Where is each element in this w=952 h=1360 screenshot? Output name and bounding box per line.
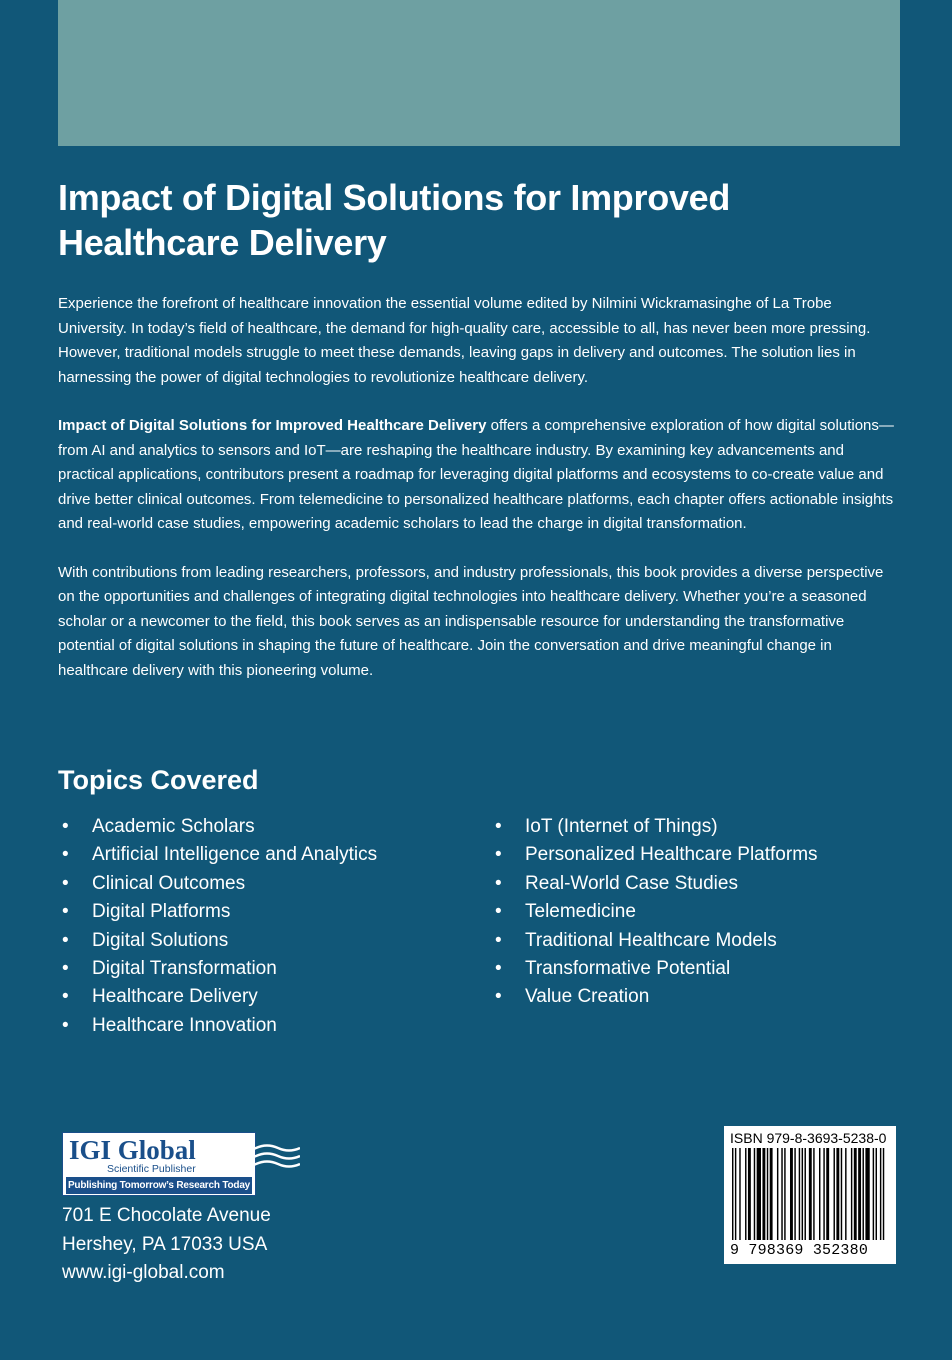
top-color-band bbox=[58, 0, 900, 146]
barcode-bar bbox=[813, 1148, 814, 1240]
barcode-bars bbox=[730, 1148, 890, 1240]
barcode-bar bbox=[873, 1148, 874, 1240]
description-paragraph-2-text: offers a comprehensive exploration of how digital solutions—from AI and analytics to sensors and IoT—are reshaping the healthcare industry. By examining key advancements and practical applications, contributors present a roadmap for leveraging digital platforms and ecosystems to co-create value and drive better clinical outcomes. From telemedicine to personalized healthcare platforms, each chapter offers actionable insights and real-world case studies, empowering academic scholars to lead the charge in digital transformation. bbox=[58, 417, 894, 532]
book-title bbox=[58, 175, 900, 265]
description-paragraph-2 bbox=[58, 414, 894, 537]
topic-item bbox=[58, 983, 377, 1011]
topic-label: Digital Transformation bbox=[92, 958, 277, 980]
publisher-website: www.igi-global.com bbox=[62, 1262, 225, 1283]
topic-label: Telemedicine bbox=[525, 901, 636, 923]
bullet-icon: • bbox=[495, 929, 502, 951]
barcode-bar bbox=[781, 1148, 782, 1240]
topic-label: Value Creation bbox=[525, 986, 650, 1008]
bullet-icon: • bbox=[62, 816, 69, 837]
barcode-bar bbox=[863, 1148, 864, 1240]
description-paragraph-3: With contributions from leading researchers, professors, and industry professionals, this book provides a diverse perspective on the opportunities and challenges of integrating digital technologies into healthcare delivery. Whether you’re a seasoned scholar or a newcomer to the field, this book serves as an indispensable resource for understanding the transformative potential of digital solutions in shaping the future of healthcare. Join the conversation and drive meaningful change in healthcare delivery with this pioneering volume. bbox=[58, 563, 884, 679]
bullet-icon: • bbox=[62, 872, 69, 894]
topic-item bbox=[491, 841, 818, 869]
topic-item bbox=[491, 898, 818, 926]
barcode-bar bbox=[767, 1148, 768, 1240]
barcode-bar bbox=[845, 1148, 846, 1240]
topic-label: Healthcare Delivery bbox=[92, 986, 258, 1008]
barcode-bar bbox=[754, 1148, 755, 1240]
address-city: Hershey, PA 17033 USA bbox=[62, 1233, 268, 1255]
topic-label: Artificial Intelligence and Analytics bbox=[92, 844, 378, 866]
topic-label: Real-World Case Studies bbox=[525, 872, 738, 894]
barcode-bar bbox=[805, 1148, 806, 1240]
description-paragraph-1: Experience the forefront of healthcare innovation the essential volume edited by Nilmini Wickramasinghe of La Trobe University. In today’s field of healthcare, the demand for high-quality care, accessible to all, has never been more pressing. However, traditional models struggle to meet these demands, leaving gaps in delivery and outcomes. The solution lies in harnessing the power of digital technologies to revolutionize healthcare delivery. bbox=[58, 295, 871, 386]
barcode-bar bbox=[834, 1148, 835, 1240]
barcode-bar bbox=[851, 1148, 852, 1240]
bullet-icon: • bbox=[495, 958, 502, 980]
logo-waves-icon bbox=[212, 1142, 300, 1172]
barcode-bar bbox=[770, 1148, 773, 1240]
bullet-icon: • bbox=[62, 958, 69, 980]
barcode-bar bbox=[799, 1148, 800, 1240]
topic-label: Traditional Healthcare Models bbox=[525, 929, 777, 951]
topic-item bbox=[58, 927, 377, 955]
topic-item bbox=[58, 813, 377, 841]
barcode-bar bbox=[748, 1148, 751, 1240]
bullet-icon: • bbox=[495, 901, 502, 923]
topics-list-left bbox=[58, 813, 377, 1040]
barcode-bar bbox=[777, 1148, 778, 1240]
topic-label: Clinical Outcomes bbox=[92, 872, 246, 894]
barcode-bar bbox=[823, 1148, 824, 1240]
barcode-bar bbox=[745, 1148, 746, 1240]
bullet-icon: • bbox=[62, 844, 69, 866]
barcode-bar bbox=[836, 1148, 839, 1240]
logo-publisher-name: IGI Global bbox=[69, 1135, 196, 1165]
barcode-bar bbox=[735, 1148, 736, 1240]
topic-item bbox=[491, 927, 818, 955]
description-book-title-bold: Impact of Digital Solutions for Improved Healthcare Delivery bbox=[58, 417, 487, 434]
topic-label: IoT (Internet of Things) bbox=[525, 816, 718, 837]
topic-item bbox=[491, 813, 818, 841]
book-title-line-2: Healthcare Delivery bbox=[58, 222, 387, 263]
topic-label: Digital Solutions bbox=[92, 929, 229, 951]
barcode-bar bbox=[794, 1148, 795, 1240]
topic-item bbox=[58, 898, 377, 926]
topic-label: Transformative Potential bbox=[525, 958, 731, 980]
isbn-label: ISBN 979-8-3693-5238-0 bbox=[730, 1130, 887, 1146]
barcode-bar bbox=[880, 1148, 881, 1240]
barcode-bar bbox=[732, 1148, 733, 1240]
bullet-icon: • bbox=[495, 872, 502, 894]
topic-label: Personalized Healthcare Platforms bbox=[525, 844, 818, 866]
barcode-bar bbox=[802, 1148, 803, 1240]
barcode-bar bbox=[854, 1148, 857, 1240]
barcode-bar bbox=[876, 1148, 877, 1240]
bullet-icon: • bbox=[495, 844, 502, 866]
topics-heading: Topics Covered bbox=[58, 765, 259, 795]
barcode-bar bbox=[739, 1148, 740, 1240]
logo-tagline: Publishing Tomorrow’s Research Today bbox=[66, 1177, 252, 1194]
topic-item bbox=[58, 870, 377, 898]
topic-item bbox=[58, 1012, 377, 1040]
barcode-bar bbox=[757, 1148, 761, 1240]
bullet-icon: • bbox=[495, 986, 502, 1008]
bullet-icon: • bbox=[495, 816, 502, 837]
barcode-bar bbox=[819, 1148, 820, 1240]
address-street: 701 E Chocolate Avenue bbox=[62, 1205, 271, 1226]
topic-label: Healthcare Innovation bbox=[92, 1014, 277, 1036]
bullet-icon: • bbox=[62, 929, 69, 951]
topic-item bbox=[491, 955, 818, 983]
igi-global-logo bbox=[62, 1132, 302, 1198]
bullet-icon: • bbox=[62, 986, 69, 1008]
barcode-bar bbox=[784, 1148, 785, 1240]
barcode-bar bbox=[790, 1148, 793, 1240]
book-title-line-1: Impact of Digital Solutions for Improved bbox=[58, 177, 731, 218]
isbn-barcode bbox=[724, 1126, 896, 1264]
topics-list-right bbox=[491, 813, 818, 1012]
barcode-digits: 9 798369 352380 bbox=[730, 1242, 869, 1259]
barcode-bar bbox=[883, 1148, 884, 1240]
topic-item bbox=[491, 983, 818, 1011]
barcode-bar bbox=[826, 1148, 829, 1240]
barcode-bar bbox=[858, 1148, 861, 1240]
topic-label: Academic Scholars bbox=[92, 816, 255, 837]
topic-item bbox=[58, 955, 377, 983]
topic-item bbox=[491, 870, 818, 898]
barcode-bar bbox=[762, 1148, 765, 1240]
barcode-bar bbox=[809, 1148, 812, 1240]
publisher-address bbox=[62, 1202, 271, 1288]
logo-subtitle: Scientific Publisher bbox=[107, 1163, 196, 1175]
barcode-bar bbox=[841, 1148, 842, 1240]
bullet-icon: • bbox=[62, 901, 69, 923]
topic-item bbox=[58, 841, 377, 869]
bullet-icon: • bbox=[62, 1014, 69, 1036]
barcode-bar bbox=[865, 1148, 869, 1240]
topic-label: Digital Platforms bbox=[92, 901, 231, 923]
book-description bbox=[58, 292, 894, 707]
